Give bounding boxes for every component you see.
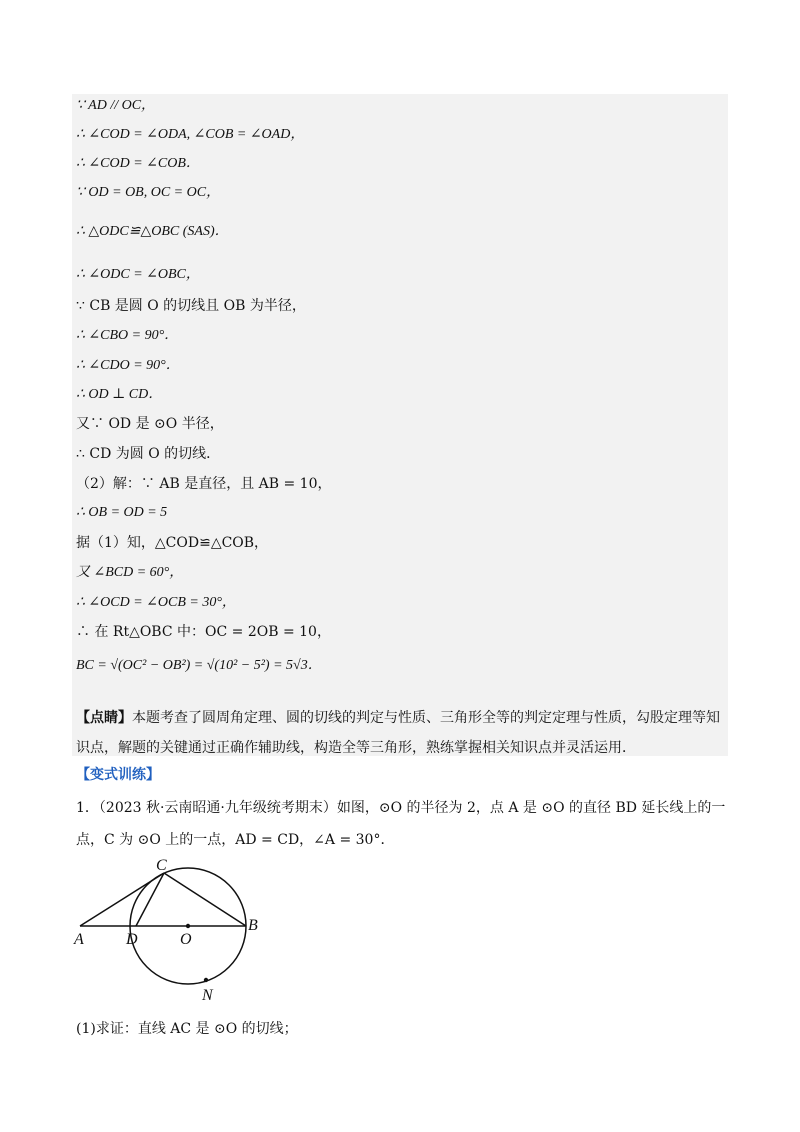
solution-line-5: ∴ △ODC≌△OBC (SAS)． bbox=[76, 224, 229, 239]
solution-line-17: ∴ ∠OCD = ∠OCB = 30°， bbox=[76, 595, 236, 610]
label-b: B bbox=[248, 917, 258, 934]
solution-line-12: ∴ CD 为圆 O 的切线． bbox=[76, 446, 221, 462]
problem-text: 1．（2023 秋·云南昭通·九年级统考期末）如图，⊙O 的半径为 2，点 A 是 ⊙O 的直径 BD 延长线上的一点，C 为 ⊙O 上的一点，AD = CD，∠A = 30°． bbox=[76, 800, 726, 848]
section-title: 【变式训练】 bbox=[76, 767, 160, 783]
solution-line-18: ∴ 在 Rt△OBC 中：OC = 2OB = 10， bbox=[76, 624, 331, 640]
comment-paragraph bbox=[76, 703, 724, 763]
label-d: D bbox=[126, 931, 138, 948]
label-a: A bbox=[74, 931, 84, 948]
solution-line-6: ∴ ∠ODC = ∠OBC， bbox=[76, 267, 200, 282]
solution-line-19: BC = √(OC² − OB²) = √(10² − 5²) = 5√3． bbox=[76, 658, 322, 673]
solution-line-2: ∴ ∠COD = ∠ODA, ∠COB = ∠OAD， bbox=[76, 127, 305, 142]
solution-line-3: ∴ ∠COD = ∠COB． bbox=[76, 156, 200, 171]
solution-line-1: ∵ AD // OC， bbox=[76, 98, 156, 113]
label-c: C bbox=[156, 858, 167, 874]
label-o: O bbox=[180, 931, 192, 948]
line-cb bbox=[164, 873, 246, 926]
point-o bbox=[186, 924, 190, 928]
solution-line-9: ∴ ∠CDO = 90°． bbox=[76, 358, 180, 373]
comment-text: 本题考查了圆周角定理、圆的切线的判定与性质、三角形全等的判定定理与性质，勾股定理等知识点，解题的关键通过正确作辅助线，构造全等三角形，熟练掌握相关知识点并灵活运用． bbox=[76, 710, 720, 756]
comment-label: 【点睛】 bbox=[76, 710, 132, 726]
solution-line-14: ∴ OB = OD = 5 bbox=[76, 505, 168, 520]
solution-line-16: 又 ∠BCD = 60°， bbox=[76, 565, 184, 580]
subquestion-1: (1)求证：直线 AC 是 ⊙O 的切线； bbox=[76, 1021, 298, 1037]
solution-line-7: ∵ CB 是圆 O 的切线且 OB 为半径， bbox=[76, 298, 306, 314]
solution-line-4: ∵ OD = OB, OC = OC， bbox=[76, 185, 221, 200]
point-n bbox=[204, 978, 208, 982]
solution-line-8: ∴ ∠CBO = 90°． bbox=[76, 328, 179, 343]
solution-line-11: 又∵ OD 是 ⊙O 半径， bbox=[76, 416, 224, 432]
solution-line-15: 据（1）知，△COD≌△COB， bbox=[76, 535, 269, 551]
solution-line-10: ∴ OD ⊥ CD． bbox=[76, 387, 163, 402]
geometry-figure bbox=[70, 858, 290, 1008]
label-n: N bbox=[202, 987, 213, 1004]
solution-line-13: （2）解：∵ AB 是直径，且 AB = 10， bbox=[76, 476, 332, 492]
line-ac bbox=[80, 873, 164, 926]
